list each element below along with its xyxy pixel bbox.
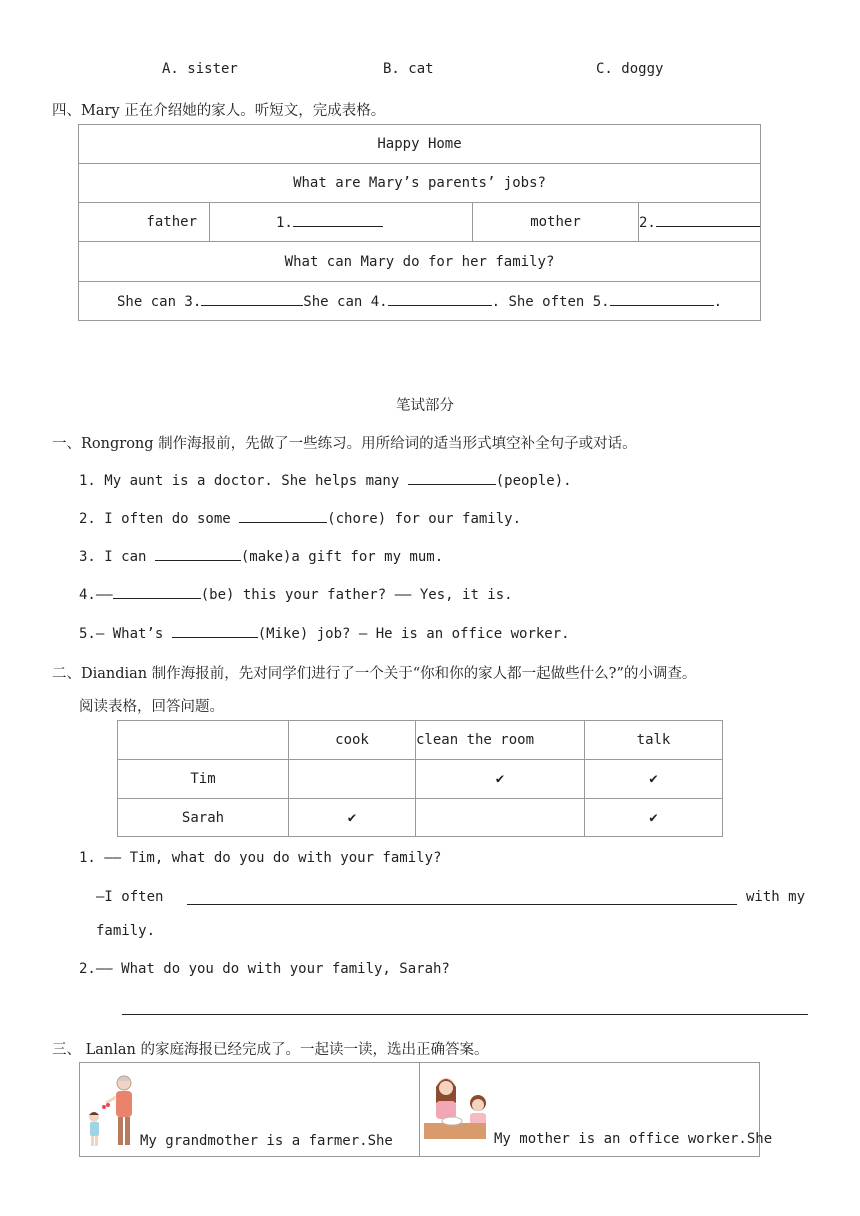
answer-3-label: She can 3. — [117, 294, 202, 310]
question-2: 2.—— What do you do with your family, Sarah? — [79, 961, 450, 977]
item-1-text: 1. My aunt is a doctor. She helps many — [79, 473, 408, 489]
option-b: B. cat — [383, 61, 434, 77]
item-2-blank[interactable] — [239, 509, 327, 523]
happy-home-table — [78, 124, 761, 321]
survey-cell-sarah-talk: ✔ — [585, 799, 723, 837]
answer-1-end: with my — [746, 889, 806, 905]
answer-4-label: She can 4. — [303, 294, 388, 310]
item-5-blank[interactable] — [172, 624, 258, 638]
item-4-blank[interactable] — [113, 585, 201, 599]
survey-header-cook: cook — [289, 721, 416, 760]
item-4-text: 4.—— — [79, 587, 113, 603]
blank-1-cell — [210, 203, 473, 242]
question-family: What can Mary do for her family? — [79, 242, 761, 282]
question-1: 1. —— Tim, what do you do with your family? — [79, 850, 442, 866]
blank-2-line[interactable] — [656, 213, 760, 227]
blank-3-line[interactable] — [201, 292, 303, 306]
part2-title: 二、Diandian 制作海报前，先对同学们进行了一个关于“你和你的家人都一起做些什么?”的小调查。 — [52, 666, 697, 682]
option-c: C. doggy — [596, 61, 664, 77]
part2-title-cont: 阅读表格，回答问题。 — [79, 699, 224, 715]
blank-5-line[interactable] — [610, 292, 714, 306]
option-a: A. sister — [162, 61, 238, 77]
answer-1-line[interactable] — [187, 891, 737, 905]
blank-2-number: 2. — [639, 215, 656, 231]
answer-end-period: . — [713, 294, 723, 310]
section4-title: 四、Mary 正在介绍她的家人。听短文，完成表格。 — [52, 103, 386, 119]
survey-cell-tim-talk: ✔ — [585, 760, 723, 799]
survey-table — [117, 720, 723, 837]
blank-1-number: 1. — [276, 215, 293, 231]
item-4-hint: (be) this your father? —— Yes, it is. — [200, 587, 513, 603]
item-5-hint: (Mike) job? — He is an office worker. — [257, 626, 570, 642]
mother-child-illustration — [422, 1073, 494, 1148]
exercise-item-2 — [79, 509, 521, 527]
item-3-blank[interactable] — [155, 547, 241, 561]
survey-cell-tim-clean: ✔ — [416, 760, 585, 799]
blank-4-line[interactable] — [388, 292, 492, 306]
survey-header-clean: clean the room — [416, 721, 585, 760]
blank-2-cell — [639, 203, 761, 242]
answer-1-start: —I often — [96, 889, 164, 905]
blank-1-line[interactable] — [293, 213, 383, 227]
father-label: father — [79, 203, 210, 242]
survey-row-name: Tim — [118, 760, 289, 799]
survey-cell-sarah-clean — [416, 799, 585, 837]
survey-header-empty — [118, 721, 289, 760]
question-jobs: What are Mary’s parents’ jobs? — [79, 164, 761, 203]
survey-header-talk: talk — [585, 721, 723, 760]
item-1-blank[interactable] — [408, 471, 496, 485]
part1-title: 一、Rongrong 制作海报前，先做了一些练习。用所给词的适当形式填空补全句子或对话。 — [52, 436, 637, 452]
survey-cell-sarah-cook: ✔ — [289, 799, 416, 837]
poster-right-text: My mother is an office worker.She — [494, 1131, 773, 1147]
answer-1-continuation: family. — [96, 923, 156, 939]
survey-cell-tim-cook — [289, 760, 416, 799]
answer-row — [79, 282, 761, 321]
poster-divider — [419, 1063, 420, 1156]
mother-label: mother — [473, 203, 639, 242]
table-heading: Happy Home — [79, 125, 761, 164]
exercise-item-1 — [79, 471, 572, 489]
exercise-item-4 — [79, 585, 513, 603]
exercise-item-3 — [79, 547, 443, 565]
poster-panel — [79, 1062, 773, 1157]
exercise-item-5 — [79, 624, 570, 642]
answer-5-label: . She often 5. — [491, 294, 610, 310]
item-2-hint: (chore) for our family. — [327, 511, 522, 527]
item-1-hint: (people). — [495, 473, 572, 489]
item-2-text: 2. I often do some — [79, 511, 240, 527]
item-5-text: 5.— What’s — [79, 626, 172, 642]
written-heading: 笔试部分 — [396, 398, 454, 414]
answer-2-line[interactable] — [122, 1014, 808, 1015]
item-3-text: 3. I can — [79, 549, 155, 565]
survey-row-name: Sarah — [118, 799, 289, 837]
item-3-hint: (make)a gift for my mum. — [240, 549, 444, 565]
poster-left-text: My grandmother is a farmer.She — [140, 1133, 393, 1149]
grandmother-child-illustration — [82, 1073, 142, 1153]
part3-title: 三、 Lanlan 的家庭海报已经完成了。一起读一读，选出正确答案。 — [52, 1042, 489, 1058]
